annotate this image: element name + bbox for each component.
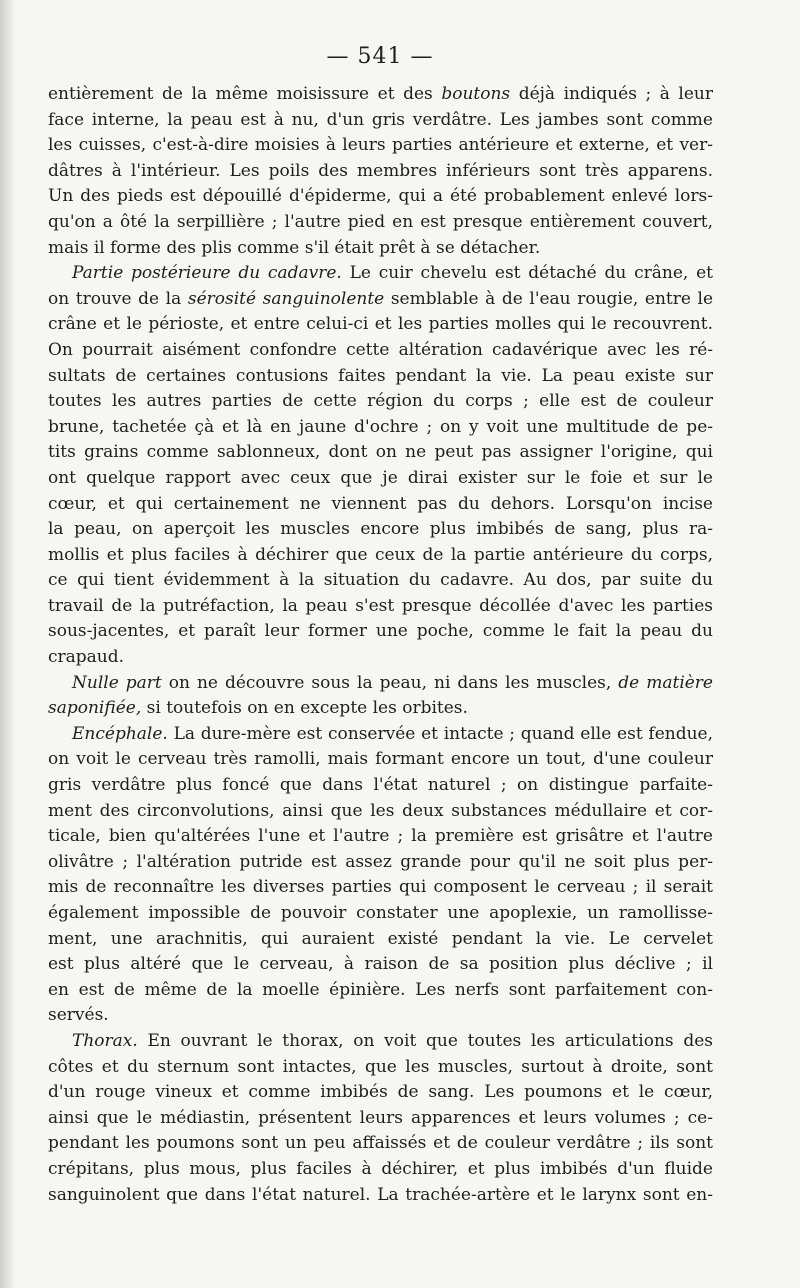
text-line: [48, 594, 713, 620]
text-segment: en est de même de la moelle épinière. Les nerfs sont parfaitement con-: [48, 979, 713, 1000]
text-segment: ce qui tient évidemment à la situation du cadavre. Au dos, par suite du: [48, 570, 713, 591]
text-segment: crépitans, plus mous, plus faciles à déchirer, et plus imbibés d'un fluide: [48, 1158, 713, 1179]
text-line: [48, 1003, 713, 1029]
text-line: [48, 210, 713, 236]
text-segment: on trouve de la: [48, 288, 188, 309]
text-line: [48, 184, 713, 210]
text-segment: cœur, et qui certainement ne viennent pas du dehors. Lorsqu'on incise: [48, 493, 713, 514]
body-text: [48, 82, 713, 1208]
text-line: [48, 875, 713, 901]
text-segment: déjà indiqués ; à leur: [510, 84, 713, 104]
text-segment: ainsi que le médiastin, présentent leurs apparences et leurs volumes ; ce-: [48, 1107, 713, 1128]
text-segment: ment des circonvolutions, ainsi que les deux substances médullaire et cor-: [48, 800, 713, 821]
text-line: [48, 671, 713, 697]
text-segment: mollis et plus faciles à déchirer que ceux de la partie antérieure du corps,: [48, 544, 713, 565]
text-segment: mis de reconnaître les diverses parties qui composent le cerveau ; il serait: [48, 877, 713, 898]
text-segment: crapaud.: [48, 647, 125, 668]
text-line: [48, 261, 713, 287]
text-segment: si toutefois on en excepte les orbites.: [141, 698, 468, 719]
text-line: [48, 901, 713, 927]
text-line: [48, 619, 713, 645]
text-segment: entièrement de la même moisissure et des: [48, 84, 442, 104]
text-line: [48, 133, 713, 159]
text-segment: olivâtre ; l'altération putride est assez grande pour qu'il ne soit plus per-: [48, 851, 713, 872]
text-line: [48, 696, 713, 722]
text-segment: dâtres à l'intérieur. Les poils des membres inférieurs sont très apparens.: [48, 160, 713, 181]
italic-text: Nulle part: [72, 672, 162, 693]
text-segment: pendant les poumons sont un peu affaissés et de couleur verdâtre ; ils sont: [48, 1133, 713, 1154]
text-line: [48, 952, 713, 978]
text-segment: La dure-mère est conservée et intacte ; quand elle est fendue,: [167, 723, 713, 744]
text-line: [48, 1131, 713, 1157]
text-segment: qu'on a ôté la serpillière ; l'autre pied en est presque entièrement couvert,: [48, 211, 713, 232]
text-line: [48, 1055, 713, 1081]
text-line: [48, 1183, 713, 1209]
text-segment: Un des pieds est dépouillé d'épiderme, qui a été probablement enlevé lors-: [48, 186, 713, 207]
text-segment: Le cuir chevelu est détaché du crâne, et: [341, 263, 713, 284]
text-line: [48, 1029, 713, 1055]
text-line: [48, 543, 713, 569]
text-segment: est plus altéré que le cerveau, à raison de sa position plus déclive ; il: [48, 954, 713, 975]
text-line: [48, 799, 713, 825]
text-segment: sultats de certaines contusions faites pendant la vie. La peau existe sur: [48, 365, 713, 386]
text-line: [48, 747, 713, 773]
text-line: [48, 287, 713, 313]
italic-text: sérosité sanguinolente: [187, 288, 385, 309]
text-line: [48, 927, 713, 953]
text-line: [48, 108, 713, 134]
text-line: [48, 773, 713, 799]
text-segment: côtes et du sternum sont intactes, que les muscles, surtout à droite, sont: [48, 1056, 713, 1077]
italic-text: Thorax.: [72, 1030, 138, 1051]
text-segment: les cuisses, c'est-à-dire moisies à leurs parties antérieure et externe, et ver-: [48, 135, 713, 156]
italic-text: saponifiée,: [48, 698, 142, 719]
text-line: [48, 312, 713, 338]
text-segment: ment, une arachnitis, qui auraient existé pendant la vie. Le cervelet: [48, 928, 713, 949]
text-segment: semblable à de l'eau rougie, entre le: [384, 288, 713, 309]
text-segment: En ouvrant le thorax, on voit que toutes les articulations des: [137, 1030, 713, 1051]
text-line: [48, 1106, 713, 1132]
text-line: [48, 415, 713, 441]
text-line: [48, 389, 713, 415]
text-segment: on voit le cerveau très ramolli, mais formant encore un tout, d'une couleur: [48, 749, 713, 770]
text-segment: d'un rouge vineux et comme imbibés de sang. Les poumons et le cœur,: [48, 1082, 713, 1103]
text-segment: travail de la putréfaction, la peau s'est presque décollée d'avec les parties: [48, 595, 713, 616]
text-line: [48, 440, 713, 466]
text-segment: crâne et le périoste, et entre celui-ci et les parties molles qui le recouvrent.: [48, 314, 713, 335]
text-segment: ticale, bien qu'altérées l'une et l'autre ; la première est grisâtre et l'autre: [48, 826, 713, 847]
text-segment: brune, tachetée çà et là en jaune d'ochre ; on y voit une multitude de pe-: [48, 416, 713, 437]
text-segment: face interne, la peau est à nu, d'un gris verdâtre. Les jambes sont comme: [48, 109, 713, 130]
italic-text: boutons: [441, 84, 511, 104]
text-segment: toutes les autres parties de cette région du corps ; elle est de couleur: [48, 391, 713, 412]
text-line: [48, 978, 713, 1004]
text-segment: sous-jacentes, et paraît leur former une poche, comme le fait la peau du: [48, 621, 713, 642]
text-segment: tits grains comme sablonneux, dont on ne peut pas assigner l'origine, qui: [48, 442, 713, 463]
text-line: [48, 517, 713, 543]
text-line: [48, 645, 713, 671]
page-edge-shadow: [0, 0, 16, 1288]
text-line: [48, 364, 713, 390]
text-line: [48, 1080, 713, 1106]
text-line: [48, 1157, 713, 1183]
italic-text: Partie postérieure du cadavre.: [72, 263, 342, 284]
text-line: [48, 492, 713, 518]
page-number: — 541 —: [326, 44, 434, 69]
text-segment: sanguinolent que dans l'état naturel. La trachée-artère et le larynx sont en-: [48, 1184, 713, 1205]
text-line: [48, 338, 713, 364]
text-line: [48, 824, 713, 850]
text-segment: la peau, on aperçoit les muscles encore plus imbibés de sang, plus ra-: [48, 519, 713, 540]
text-line: [48, 236, 713, 262]
text-line: [48, 159, 713, 185]
text-line: [48, 82, 713, 108]
text-segment: mais il forme des plis comme s'il était prêt à se détacher.: [48, 237, 541, 258]
text-segment: également impossible de pouvoir constater une apoplexie, un ramollisse-: [48, 903, 713, 923]
text-segment: ont quelque rapport avec ceux que je dirai exister sur le foie et sur le: [48, 467, 713, 488]
text-line: [48, 568, 713, 594]
text-segment: On pourrait aisément confondre cette altération cadavérique avec les ré-: [48, 339, 713, 360]
text-segment: servés.: [48, 1005, 109, 1026]
text-segment: gris verdâtre plus foncé que dans l'état naturel ; on distingue parfaite-: [48, 775, 713, 796]
text-segment: on ne découvre sous la peau, ni dans les muscles,: [161, 672, 619, 693]
text-line: [48, 466, 713, 492]
text-line: [48, 722, 713, 748]
italic-text: Encéphale.: [72, 723, 168, 744]
italic-text: de matière: [618, 672, 713, 693]
text-line: [48, 850, 713, 876]
